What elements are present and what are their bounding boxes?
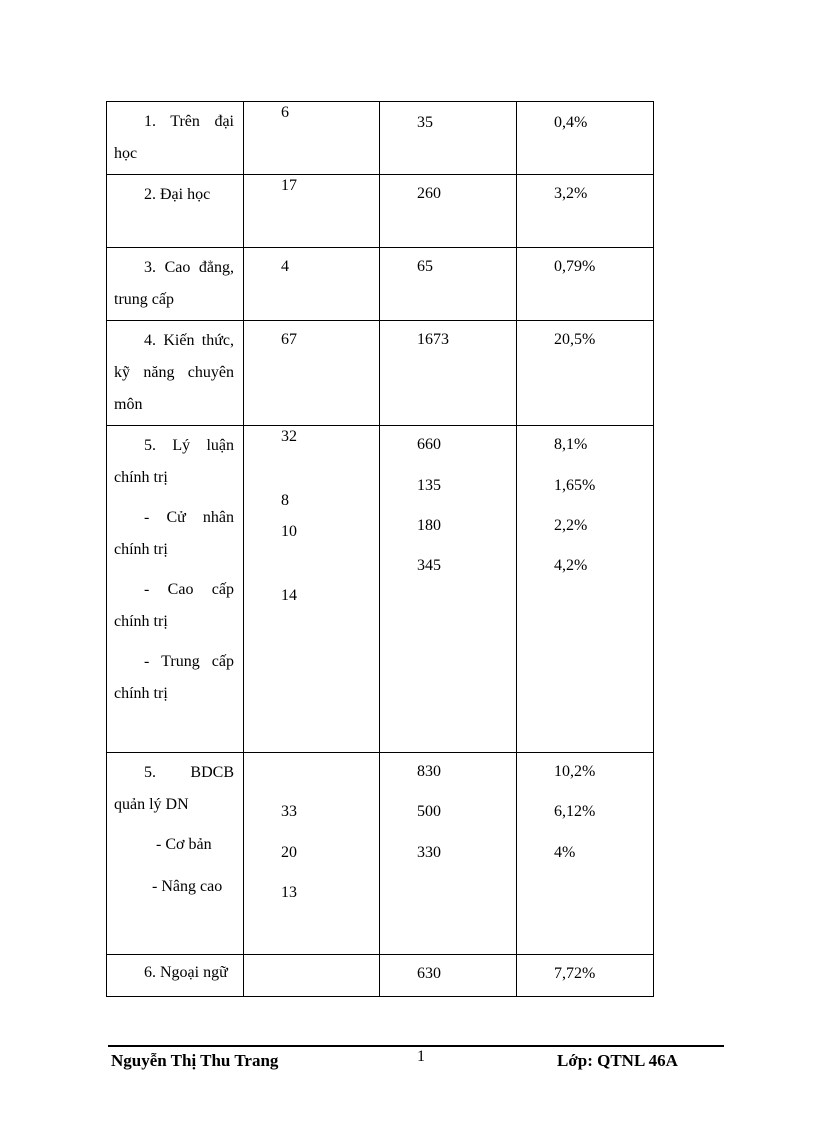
footer-rule <box>108 1045 724 1047</box>
cell-value: 17 <box>281 177 297 194</box>
total-cell <box>380 753 517 955</box>
total-cell <box>380 175 517 248</box>
cell-value: 260 <box>417 185 441 202</box>
table-row <box>107 175 654 248</box>
footer-author: Nguyễn Thị Thu Trang <box>111 1051 279 1070</box>
percent-cell <box>517 426 654 753</box>
cell-value: 4,2% <box>554 557 588 574</box>
page-number: 1 <box>417 1048 425 1065</box>
label-line: chính trị <box>114 685 168 702</box>
total-cell <box>380 955 517 997</box>
cell-value: 20 <box>281 844 297 861</box>
cell-value: 20,5% <box>554 331 596 348</box>
percent-cell <box>517 321 654 426</box>
label-line: chính trị <box>114 541 168 558</box>
total-cell <box>380 426 517 753</box>
count-cell <box>244 426 380 753</box>
table-row <box>107 753 654 955</box>
cell-value: 345 <box>417 557 441 574</box>
label-line: - Trung cấp <box>144 653 234 670</box>
label-line: 5. Lý luận <box>144 437 234 454</box>
row-label-cell <box>107 321 244 426</box>
cell-value: 330 <box>417 844 441 861</box>
total-cell <box>380 102 517 175</box>
label-line: 4. Kiến thức, <box>144 332 234 349</box>
percent-cell <box>517 175 654 248</box>
cell-value: 65 <box>417 258 433 275</box>
label-line: môn <box>114 396 143 413</box>
count-cell <box>244 955 380 997</box>
label-line: - Nâng cao <box>152 878 223 895</box>
cell-value: 3,2% <box>554 185 588 202</box>
label-line: 6. Ngoại ngữ <box>144 964 228 981</box>
cell-value: 0,79% <box>554 258 596 275</box>
cell-value: 67 <box>281 331 297 348</box>
cell-value: 8 <box>281 492 289 509</box>
cell-value: 830 <box>417 763 441 780</box>
cell-value: 630 <box>417 965 441 982</box>
cell-value: 2,2% <box>554 517 588 534</box>
cell-value: 135 <box>417 477 441 494</box>
label-line: - Cao cấp <box>144 581 234 598</box>
count-cell <box>244 102 380 175</box>
percent-cell <box>517 248 654 321</box>
label-line: 5. BDCB <box>144 764 234 781</box>
label-line: học <box>114 145 138 162</box>
count-cell <box>244 321 380 426</box>
table-row <box>107 955 654 997</box>
label-line: 2. Đại học <box>144 186 211 203</box>
cell-value: 4 <box>281 258 289 275</box>
cell-value: 1673 <box>417 331 449 348</box>
cell-value: 13 <box>281 884 297 901</box>
cell-value: 10,2% <box>554 763 596 780</box>
percent-cell <box>517 753 654 955</box>
row-label-cell <box>107 426 244 753</box>
label-line: quản lý DN <box>114 796 189 813</box>
label-line: - Cơ bản <box>156 836 212 853</box>
table-row <box>107 321 654 426</box>
table-row <box>107 248 654 321</box>
cell-value: 6 <box>281 104 289 121</box>
label-line: trung cấp <box>114 291 174 308</box>
table-row <box>107 102 654 175</box>
row-label-cell <box>107 175 244 248</box>
cell-value: 660 <box>417 436 441 453</box>
cell-value: 4% <box>554 844 576 861</box>
label-line: 3. Cao đẳng, <box>144 259 234 276</box>
cell-value: 33 <box>281 803 297 820</box>
cell-value: 180 <box>417 517 441 534</box>
count-cell <box>244 248 380 321</box>
statistics-table <box>106 101 654 997</box>
total-cell <box>380 248 517 321</box>
cell-value: 7,72% <box>554 965 596 982</box>
row-label-cell <box>107 248 244 321</box>
label-line: - Cử nhân <box>144 509 234 526</box>
cell-value: 32 <box>281 428 297 445</box>
cell-value: 8,1% <box>554 436 588 453</box>
total-cell <box>380 321 517 426</box>
label-line: chính trị <box>114 613 168 630</box>
row-label-cell <box>107 753 244 955</box>
label-line: 1. Trên đại <box>144 113 234 130</box>
count-cell <box>244 753 380 955</box>
footer-class: Lớp: QTNL 46A <box>557 1051 678 1070</box>
cell-value: 6,12% <box>554 803 596 820</box>
row-label-cell <box>107 955 244 997</box>
percent-cell <box>517 955 654 997</box>
label-line: chính trị <box>114 469 168 486</box>
row-label-cell <box>107 102 244 175</box>
cell-value: 10 <box>281 523 297 540</box>
cell-value: 35 <box>417 114 433 131</box>
count-cell <box>244 175 380 248</box>
cell-value: 500 <box>417 803 441 820</box>
percent-cell <box>517 102 654 175</box>
cell-value: 14 <box>281 587 297 604</box>
cell-value: 1,65% <box>554 477 596 494</box>
cell-value: 0,4% <box>554 114 588 131</box>
table-row <box>107 426 654 753</box>
label-line: kỹ năng chuyên <box>114 364 234 381</box>
